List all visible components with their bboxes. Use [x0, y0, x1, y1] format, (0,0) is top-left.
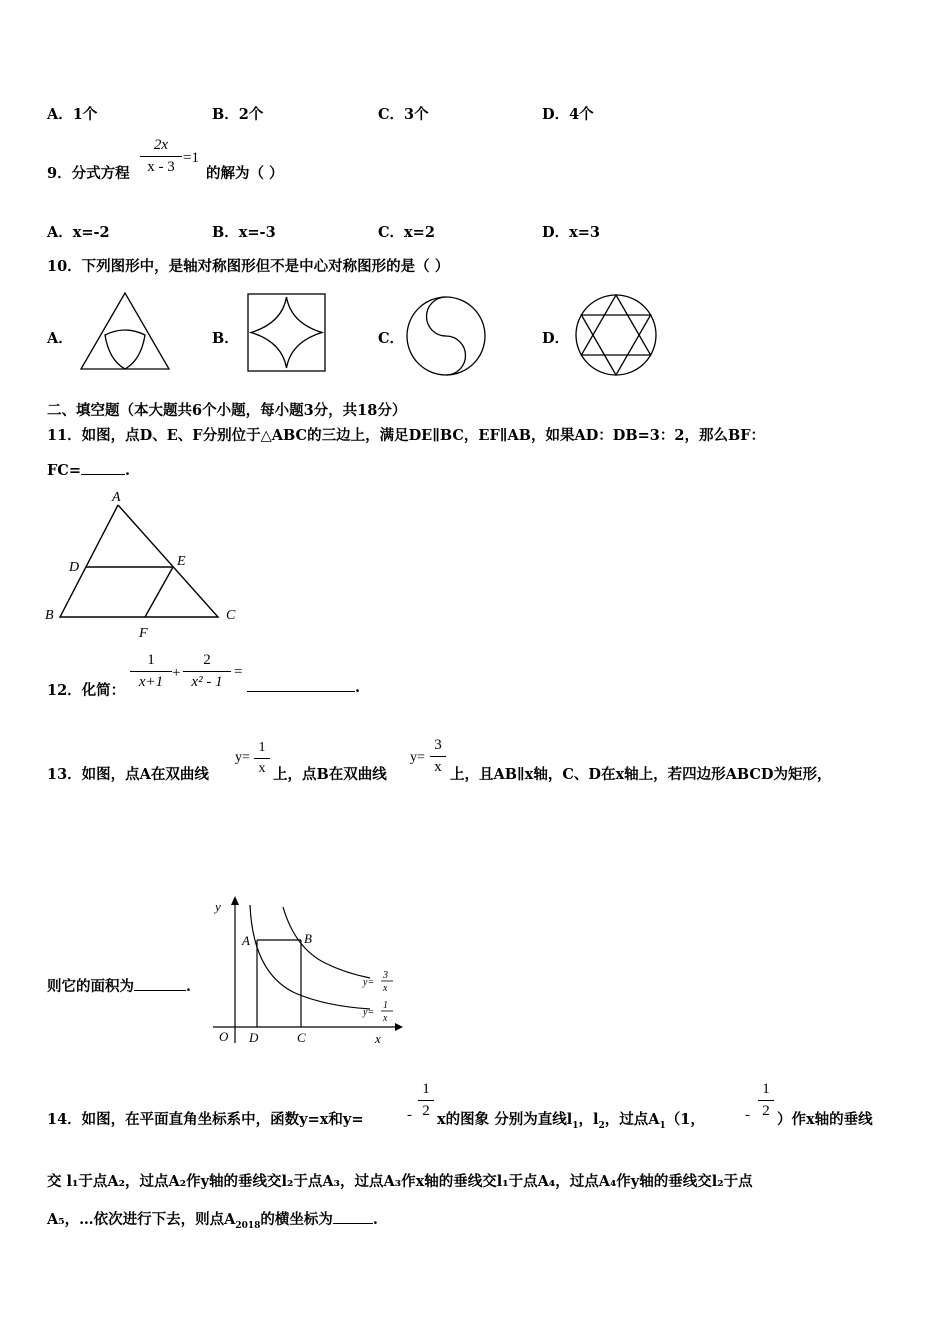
q12-f1-den: x+1: [138, 674, 164, 690]
q12-answer-blank: [247, 691, 355, 692]
q10-figure-a: [78, 290, 172, 372]
q13-figure: [205, 893, 405, 1053]
q11-label-b: B: [45, 608, 54, 623]
q9-equals: =1: [183, 150, 199, 166]
q12-end: .: [355, 679, 361, 696]
q12-f2-den: x² - 1: [191, 674, 223, 690]
q13-curve-label-3-den: x: [383, 983, 388, 994]
q12-f1-num: 1: [147, 652, 155, 668]
q9-stem-after: 的解为（ ）: [206, 165, 284, 182]
q14-minus-1: -: [407, 1107, 412, 1123]
q10-label-b: B．: [212, 330, 239, 347]
q13-curve-label-3-pre: y=: [363, 977, 375, 988]
section-2-heading: 二、填空题（本大题共6个小题，每小题3分，共18分）: [47, 402, 407, 419]
q11-label-f: F: [139, 626, 148, 641]
q14-text-2a: x的图象 分别为直线l: [437, 1111, 573, 1128]
q13-end: .: [186, 978, 192, 995]
q13-text-1: 13．如图，点A在双曲线: [47, 766, 209, 783]
q13-x-axis-label: x: [375, 1031, 381, 1046]
q11-line2-text: FC=: [47, 462, 81, 479]
q14-line-3: [47, 1208, 378, 1231]
q13-c2-den: x: [434, 759, 442, 775]
q13-curve2-pre: y=: [410, 750, 425, 765]
q11-label-c: C: [226, 608, 236, 623]
q14-end: .: [372, 1211, 378, 1228]
q13-text-2: 上，点B在双曲线: [273, 766, 387, 783]
q12-equals: =: [234, 664, 243, 680]
q10-label-a: A．: [47, 330, 73, 347]
q14-text-2: [437, 1108, 705, 1131]
q14-sub-3: 1: [659, 1120, 666, 1131]
q14-text-1: 14．如图，在平面直角坐标系中，函数y=x和y=: [47, 1111, 364, 1128]
q14-line-3-post: 的横坐标为: [260, 1211, 333, 1228]
q13-curve1-pre: y=: [235, 750, 250, 765]
q12-answer: [247, 679, 360, 696]
q10-label-c: C．: [378, 330, 405, 347]
q12-fraction-1: [130, 652, 172, 691]
q11-answer-blank: [81, 474, 125, 475]
q11-line2: [47, 462, 130, 479]
q13-curve-label-1-den: x: [383, 1013, 388, 1024]
q14-line-3-pre: A₅，…依次进行下去，则点A: [47, 1211, 236, 1228]
q12-f2-num: 2: [203, 652, 211, 668]
q14-f2-den: 2: [762, 1103, 770, 1119]
q14-fraction-1: [418, 1081, 434, 1120]
q11-label-e: E: [177, 554, 186, 569]
q11-label-d: D: [69, 560, 80, 575]
q12-fraction-2: [183, 652, 231, 691]
q9-stem-before: 9．分式方程: [47, 165, 130, 182]
q13-origin-label: O: [219, 1029, 229, 1044]
q14-sub-1: 1: [572, 1120, 579, 1131]
q10-figure-d: [574, 293, 658, 377]
q14-text-2b: ，l: [578, 1111, 599, 1128]
q9-option-a: A．x=-2: [47, 224, 110, 241]
q13-curve-label-3-num: 3: [383, 970, 388, 981]
q12-plus: +: [172, 665, 181, 681]
q13-label-d: D: [249, 1030, 259, 1045]
q13-curve-label-1-num: 1: [383, 1000, 388, 1011]
q14-f2-num: 1: [762, 1081, 770, 1097]
q13-text-4-label: 则它的面积为: [47, 978, 134, 995]
q10-figure-c: [405, 295, 487, 377]
q14-minus-2: -: [745, 1107, 750, 1123]
q13-label-b: B: [304, 931, 312, 946]
q13-y-axis-label: y: [215, 899, 221, 914]
q11-line1: 11．如图，点D、E、F分别位于△ABC的三边上，满足DE∥BC，EF∥AB，如果AD：DB=3：2，那么BF：: [47, 427, 765, 444]
q14-f1-num: 1: [422, 1081, 430, 1097]
q9-fraction: [140, 137, 182, 176]
q8-option-a: A．1个: [47, 106, 98, 123]
q9-option-d: D．x=3: [542, 224, 600, 241]
q11-end: .: [124, 462, 131, 479]
q14-line-2: 交 l₁于点A₂，过点A₂作y轴的垂线交l₂于点A₃，过点A₃作x轴的垂线交l₁于点A₄，过点A₄作y轴的垂线交l₂于点: [47, 1173, 753, 1190]
q14-text-2d: （1，: [665, 1111, 705, 1128]
q13-curve-label-1-pre: y=: [363, 1007, 375, 1018]
q9-frac-num: 2x: [153, 137, 169, 153]
q14-f1-den: 2: [422, 1103, 430, 1119]
q8-option-c: C．3个: [378, 106, 429, 123]
q13-label-a: A: [242, 933, 250, 948]
q9-option-b: B．x=-3: [212, 224, 276, 241]
q13-label-c: C: [297, 1030, 306, 1045]
q13-answer-blank: [134, 990, 186, 991]
q14-fraction-2: [758, 1081, 774, 1120]
q14-text-3: ）作x轴的垂线: [777, 1111, 873, 1128]
q8-option-b: B．2个: [212, 106, 264, 123]
q8-option-d: D．4个: [542, 106, 594, 123]
q12-prefix: 12．化简：: [47, 682, 126, 699]
q13-curve1-frac: [254, 740, 270, 777]
q13-curve2-frac: [430, 737, 446, 776]
q14-answer-blank: [333, 1223, 373, 1224]
q14-sub-2: 2: [598, 1120, 605, 1131]
q13-text-4: [47, 975, 191, 996]
q13-c2-num: 3: [434, 737, 442, 753]
q14-line-3-sub: 2018: [235, 1220, 261, 1231]
q9-option-c: C．x=2: [378, 224, 435, 241]
q9-frac-den: x - 3: [147, 159, 175, 175]
q13-c1-den: x: [258, 761, 266, 776]
q13-text-3: 上，且AB∥x轴，C、D在x轴上，若四边形ABCD为矩形，: [450, 766, 832, 783]
q11-label-a: A: [112, 490, 121, 505]
q11-figure: [42, 487, 242, 642]
q10-figure-b: [247, 293, 327, 373]
q13-c1-num: 1: [258, 740, 266, 755]
q14-text-2c: ，过点A: [604, 1111, 660, 1128]
q10-label-d: D．: [542, 330, 570, 347]
q10-stem: 10．下列图形中，是轴对称图形但不是中心对称图形的是（ ）: [47, 258, 450, 275]
